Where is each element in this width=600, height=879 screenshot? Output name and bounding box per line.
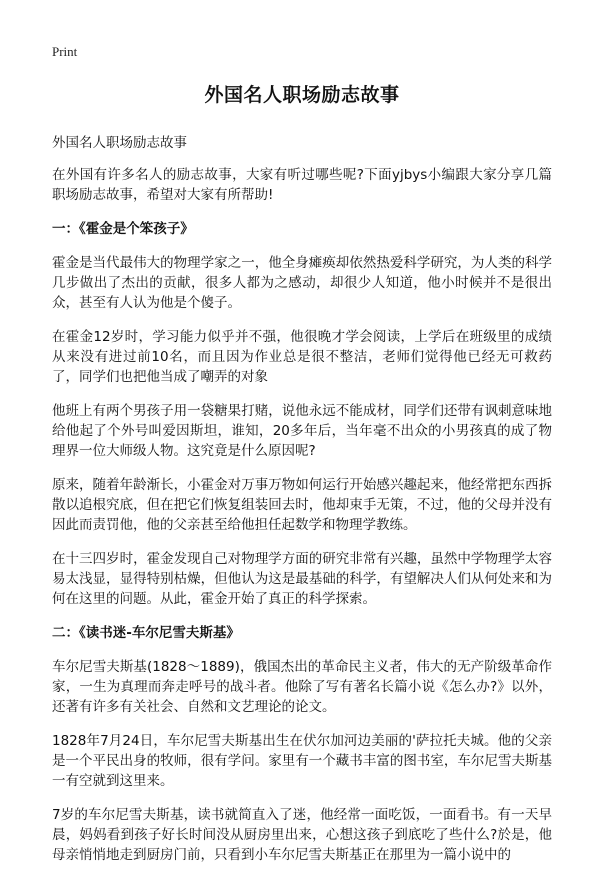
section-1-paragraph: 在霍金12岁时，学习能力似乎并不强，他很晚才学会阅读，上学后在班级里的成绩从来没有进过前10名，而且因为作业总是很不整洁，老师们觉得他已经无可救药了，同学们也把他当成了嘲弄的对象	[52, 329, 552, 385]
section-heading-2: 二：《读书迷-车尔尼雪夫斯基》	[52, 625, 240, 641]
section-1-paragraph: 他班上有两个男孩子用一袋糖果打赌，说他永远不能成材，同学们还带有讽刺意味地给他起了个外号叫爱因斯坦，谁知，20多年后，当年毫不出众的小男孩真的成了物理界一位大师级人物。这究竟是什么原因呢?	[52, 403, 552, 459]
section-heading-1: 一：《霍金是个笨孩子》	[52, 221, 194, 237]
print-link[interactable]: Print	[52, 44, 78, 59]
section-2-paragraph: 7岁的车尔尼雪夫斯基，读书就简直入了迷，他经常一面吃饭，一面看书。有一天早晨，妈妈看到孩子好长时间没从厨房里出来，心想这孩子到底吃了些什么?於是，他母亲悄悄地走到厨房门前，只看到小车尔尼雪夫斯基正在那里为一篇小说中的	[52, 807, 552, 863]
section-2-paragraph: 1828年7月24日，车尔尼雪夫斯基出生在伏尔加河边美丽的'萨拉托夫城。他的父亲是一个平民出身的牧师，很有学问。家里有一个藏书丰富的图书室，车尔尼雪夫斯基一有空就到这里来。	[52, 733, 552, 789]
section-1-paragraph: 霍金是当代最伟大的物理学家之一，他全身瘫痪却依然热爱科学研究，为人类的科学几步做出了杰出的贡献，很多人都为之感动，却很少人知道，他小时候并不是很出众，甚至有人认为他是个傻子。	[52, 255, 552, 311]
section-2-paragraph: 车尔尼雪夫斯基(1828～1889)，俄国杰出的革命民主义者，伟大的无产阶级革命作家，一生为真理而奔走呼号的战斗者。他除了写有著名长篇小说《怎么办?》以外，还著有许多有关社会、自然和文艺理论的论文。	[52, 659, 552, 715]
document-body	[52, 74, 552, 879]
section-1-paragraph: 原来，随着年龄渐长，小霍金对万事万物如何运行开始感兴趣起来，他经常把东西拆散以追根究底，但在把它们恢复组装回去时，他却束手无策，不过，他的父母并没有因此而责罚他，他的父亲甚至给他担任起数学和物理学教练。	[52, 477, 552, 533]
page-title: 外国名人职场励志故事	[204, 84, 400, 106]
article-subtitle: 外国名人职场励志故事	[52, 135, 187, 151]
intro-paragraph: 在外国有许多名人的励志故事，大家有听过哪些呢?下面yjbys小编跟大家分享几篇职场励志故事，希望对大家有所帮助!	[52, 167, 552, 203]
section-1-paragraph: 在十三四岁时，霍金发现自己对物理学方面的研究非常有兴趣，虽然中学物理学太容易太浅显，显得特别枯燥，但他认为这是最基础的科学，有望解决人们从何处来和为何在这里的问题。从此，霍金开始了真正的科学探索。	[52, 551, 552, 607]
